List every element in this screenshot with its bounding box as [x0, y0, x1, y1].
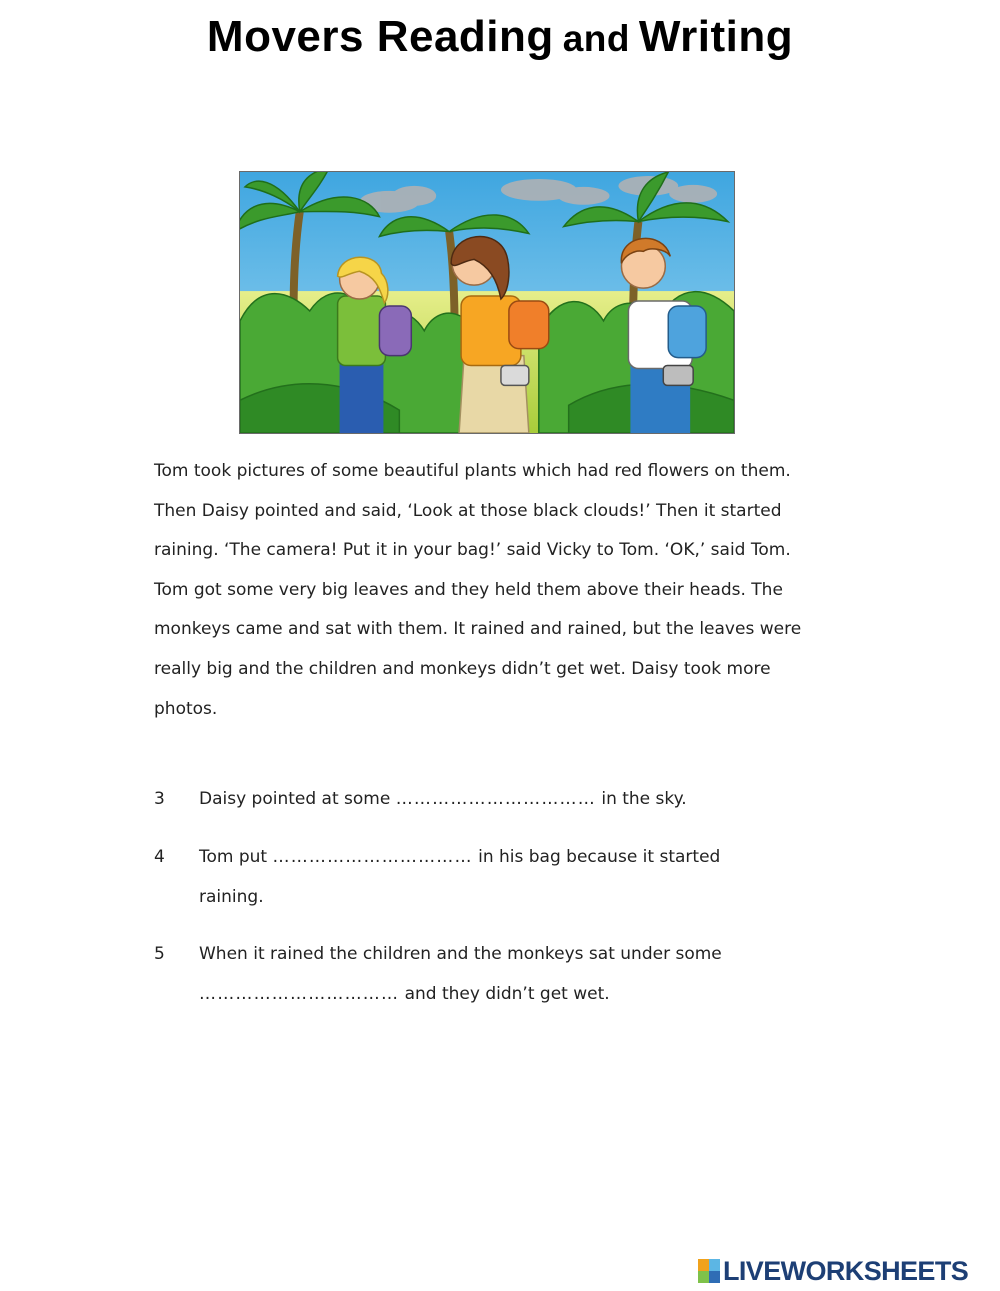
- question-line: [199, 975, 839, 1015]
- story-line: raining. ‘The camera! Put it in your bag!’ said Vicky to Tom. ‘OK,’ said Tom.: [154, 540, 791, 561]
- liveworksheets-logo: [698, 1256, 968, 1286]
- question-number: 3: [154, 789, 165, 809]
- question-body: [199, 838, 839, 917]
- title-and: and: [562, 18, 630, 59]
- logo-text: LIVEWORKSHEETS: [723, 1255, 969, 1286]
- page-title: [0, 12, 1000, 62]
- story-text: [154, 452, 854, 729]
- story-line: Tom got some very big leaves and they held them above their heads. The: [154, 579, 783, 600]
- question-text: in the sky.: [595, 789, 687, 809]
- story-line: really big and the children and monkeys didn’t get wet. Daisy took more: [154, 658, 771, 679]
- question-line: raining.: [199, 886, 264, 907]
- question-text: and they didn’t get wet.: [399, 983, 610, 1004]
- jungle-children-illustration: [239, 171, 735, 434]
- answer-blank[interactable]: ……………………………: [199, 983, 400, 1004]
- story-line: Then Daisy pointed and said, ‘Look at those black clouds!’ Then it started: [154, 500, 782, 521]
- question-text: Tom put: [199, 847, 273, 867]
- answer-blank[interactable]: ……………………………: [395, 789, 596, 809]
- question-number: 4: [154, 847, 165, 867]
- question-text: in his bag because it started: [472, 847, 721, 867]
- logo-mark-icon: [698, 1259, 720, 1283]
- question-text: Daisy pointed at some: [199, 789, 396, 809]
- answer-blank[interactable]: ……………………………: [272, 847, 473, 867]
- question-line: [199, 780, 839, 820]
- question-line: [199, 838, 839, 878]
- question-body: [199, 935, 839, 1014]
- question-number: 5: [154, 944, 165, 964]
- title-movers-reading: Movers Reading: [206, 12, 554, 61]
- question-body: [199, 780, 839, 820]
- title-writing: Writing: [638, 12, 794, 61]
- story-line: monkeys came and sat with them. It rained and rained, but the leaves were: [154, 619, 802, 640]
- story-line: Tom took pictures of some beautiful plants which had red flowers on them.: [154, 461, 791, 481]
- story-line: photos.: [154, 698, 218, 719]
- question-line: When it rained the children and the monkeys sat under some: [199, 944, 722, 964]
- illustration-svg: [240, 172, 734, 433]
